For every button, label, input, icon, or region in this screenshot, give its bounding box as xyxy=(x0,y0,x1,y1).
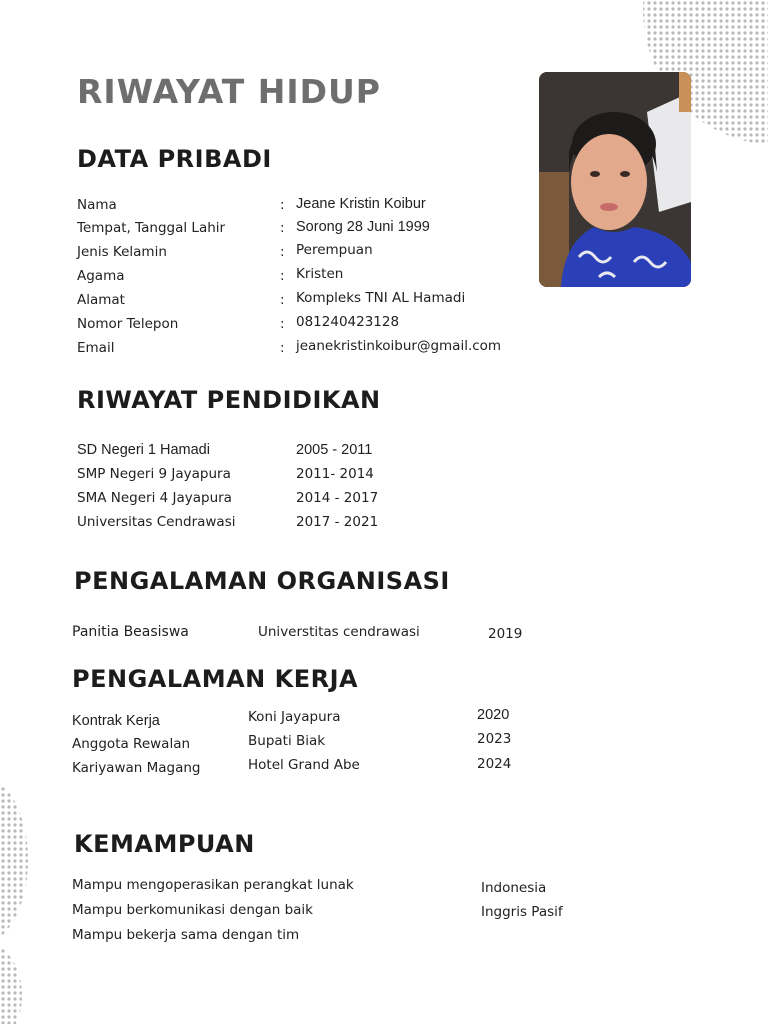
work-role: Kariyawan Magang xyxy=(72,760,201,776)
label-gender: Jenis Kelamin xyxy=(77,244,167,260)
section-heading-skills: KEMAMPUAN xyxy=(74,830,255,858)
work-year: 2020 xyxy=(477,707,510,723)
value-religion: Kristen xyxy=(296,266,344,282)
label-name: Nama xyxy=(77,197,117,213)
language-item: Inggris Pasif xyxy=(481,904,563,920)
section-heading-education: RIWAYAT PENDIDIKAN xyxy=(77,386,381,414)
value-address: Kompleks TNI AL Hamadi xyxy=(296,290,466,306)
label-phone: Nomor Telepon xyxy=(77,316,179,332)
separator-colon: : xyxy=(280,316,285,332)
work-place: Bupati Biak xyxy=(248,733,326,749)
education-years: 2014 - 2017 xyxy=(296,490,379,506)
value-email: jeanekristinkoibur@gmail.com xyxy=(296,338,502,354)
separator-colon: : xyxy=(280,220,285,236)
organization-role: Panitia Beasiswa xyxy=(72,624,189,640)
work-year: 2023 xyxy=(477,731,512,747)
separator-colon: : xyxy=(280,292,285,308)
separator-colon: : xyxy=(280,244,285,260)
section-heading-organization: PENGALAMAN ORGANISASI xyxy=(74,567,450,595)
work-year: 2024 xyxy=(477,756,512,772)
work-role: Kontrak Kerja xyxy=(72,713,160,729)
education-years: 2017 - 2021 xyxy=(296,514,379,530)
value-birth: Sorong 28 Juni 1999 xyxy=(296,219,430,235)
work-place: Hotel Grand Abe xyxy=(248,757,360,773)
work-role: Anggota Rewalan xyxy=(72,736,191,752)
education-school: Universitas Cendrawasi xyxy=(77,514,236,530)
value-phone: 081240423128 xyxy=(296,314,400,330)
skill-item: Mampu bekerja sama dengan tim xyxy=(72,927,300,943)
page-title: RIWAYAT HIDUP xyxy=(77,72,381,111)
decorative-dot-pattern-left xyxy=(0,780,40,1024)
separator-colon: : xyxy=(280,340,285,356)
skill-item: Mampu berkomunikasi dengan baik xyxy=(72,902,313,918)
education-school: SD Negeri 1 Hamadi xyxy=(77,442,210,458)
skill-item: Mampu mengoperasikan perangkat lunak xyxy=(72,877,354,893)
organization-year: 2019 xyxy=(488,626,523,642)
portrait-image xyxy=(539,72,691,287)
language-item: Indonesia xyxy=(481,880,547,896)
label-email: Email xyxy=(77,340,115,356)
organization-place: Universtitas cendrawasi xyxy=(258,624,420,640)
section-heading-work: PENGALAMAN KERJA xyxy=(72,665,359,693)
separator-colon: : xyxy=(280,197,285,213)
label-address: Alamat xyxy=(77,292,125,308)
education-school: SMP Negeri 9 Jayapura xyxy=(77,466,231,482)
value-name: Jeane Kristin Koibur xyxy=(296,196,426,212)
education-years: 2011- 2014 xyxy=(296,466,374,482)
profile-photo xyxy=(539,72,691,287)
education-years: 2005 - 2011 xyxy=(296,442,373,458)
label-birth: Tempat, Tanggal Lahir xyxy=(77,220,226,236)
value-gender: Perempuan xyxy=(296,242,373,258)
education-school: SMA Negeri 4 Jayapura xyxy=(77,490,232,506)
separator-colon: : xyxy=(280,268,285,284)
section-heading-personal: DATA PRIBADI xyxy=(77,145,272,173)
label-religion: Agama xyxy=(77,268,125,284)
work-place: Koni Jayapura xyxy=(248,709,341,725)
